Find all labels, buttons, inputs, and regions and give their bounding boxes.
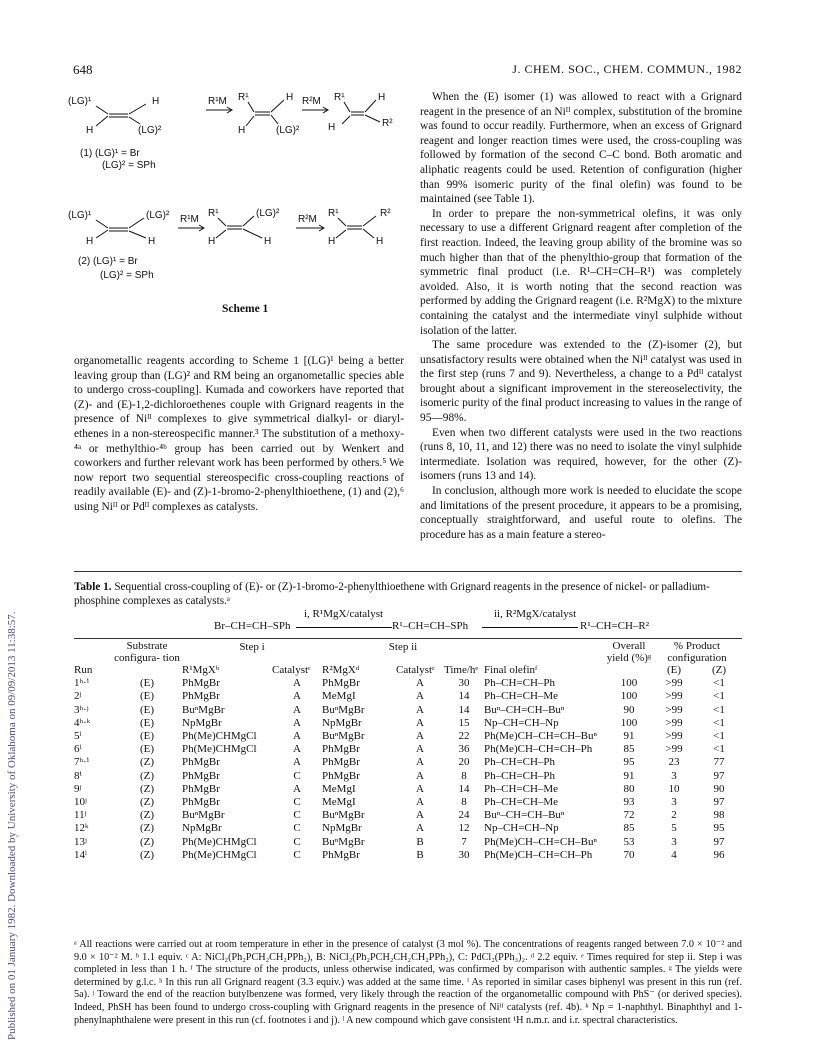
table-body (74, 677, 742, 862)
cell-catalyst2: A (416, 782, 424, 795)
cell-time: 22 (458, 730, 470, 743)
cell-yield: 100 (620, 677, 638, 690)
cell-yield: 93 (623, 796, 635, 809)
table-row (74, 704, 742, 717)
paragraph: Even when two different catalysts were used in the two reactions (runs 8, 10, 11, and 12) there was no need to isolate the vinyl sulphide intermediate. Isolation was required, however, for the other (Z)-isomers (runs 13 and 14). (420, 426, 742, 483)
scheme-r1-start-bl: H (86, 125, 94, 136)
col-catalyst1: Catalystᶜ (272, 664, 311, 676)
cell-catalyst2: A (416, 677, 424, 690)
cell-catalyst1: A (293, 782, 301, 795)
cell-r2mgx: BuⁿMgBr (322, 809, 365, 822)
cell-yield: 95 (623, 756, 635, 769)
table-scheme-mid: R¹–CH=CH–SPh (392, 620, 469, 632)
cell-substrate: (Z) (139, 809, 155, 822)
cell-time: 14 (458, 782, 470, 795)
scheme-compound-1: (1) (LG)¹ = Br (80, 148, 140, 159)
col-catalyst2: Catalystᶜ (396, 664, 435, 676)
cell-final-olefin: Ph–CH=CH–Ph (484, 677, 556, 690)
cell-catalyst1: C (293, 822, 301, 835)
cell-run: 1ʰ·ⁱ (74, 677, 89, 690)
cell-run: 9ʲ (74, 782, 82, 795)
cell-yield: 70 (623, 848, 635, 861)
cell-r2mgx: PhMgBr (322, 756, 360, 769)
cell-yield: 80 (623, 782, 635, 795)
scheme-r2-mid-bl: H (208, 236, 216, 247)
cell-z: <1 (713, 743, 725, 756)
scheme-r2-mid-br: H (264, 236, 272, 247)
cell-r2mgx: PhMgBr (322, 848, 360, 861)
cell-r2mgx: BuⁿMgBr (322, 730, 365, 743)
table-reaction-scheme (74, 608, 742, 634)
col-config: % Product configuration (667, 640, 727, 664)
table-header-rule (74, 638, 742, 639)
cell-yield: 91 (623, 769, 635, 782)
scheme-r2-reagent2: R²M (298, 214, 317, 225)
group-step-ii: Step ii (388, 641, 418, 653)
cell-catalyst2: B (416, 835, 424, 848)
cell-catalyst1: C (293, 848, 301, 861)
cell-catalyst2: A (416, 716, 424, 729)
cell-run: 12ᵏ (74, 822, 89, 835)
cell-catalyst2: A (416, 769, 424, 782)
cell-z: 97 (713, 796, 725, 809)
paragraph: In order to prepare the non-symmetrical olefins, it was only necessary to use a different Grignard reagent after completion of the first reaction. Indeed, the leaving group ability of the bromine was so much higher than that of the phenylthio-group that formation of the symmetric final product (i.e. R¹–CH=CH–R¹) was completely avoided. Also, it is worth noting that the second reaction was performed by adding the Grignard reagent (i.e. R²MgX) to the mixture containing the catalyst and the intermediate vinyl sulphide without isolation of the latter. (420, 207, 742, 337)
cell-e: >99 (665, 677, 683, 690)
scheme-r1-mid-bl: H (238, 125, 246, 136)
col-e: (E) (666, 664, 682, 676)
table-row (74, 783, 742, 796)
cell-r1mgx: Ph(Me)CHMgCl (182, 730, 257, 743)
table-row (74, 836, 742, 849)
col-z: (Z) (711, 664, 727, 676)
cell-substrate: (E) (139, 743, 155, 756)
cell-catalyst1: C (293, 769, 301, 782)
cell-r2mgx: MeMgI (322, 796, 356, 809)
scheme-r1-end-br: R² (382, 118, 393, 129)
cell-z: 97 (713, 769, 725, 782)
cell-r2mgx: PhMgBr (322, 743, 360, 756)
cell-final-olefin: Ph–CH=CH–Ph (484, 756, 556, 769)
cell-catalyst1: C (293, 809, 301, 822)
cell-run: 10ʲ (74, 796, 87, 809)
cell-catalyst1: A (293, 677, 301, 690)
cell-time: 30 (458, 848, 470, 861)
cell-e: 3 (671, 769, 677, 782)
cell-catalyst2: A (416, 756, 424, 769)
cell-substrate: (Z) (139, 835, 155, 848)
table-scheme-step1: i, R¹MgX/catalyst (304, 608, 384, 620)
cell-catalyst1: A (293, 730, 301, 743)
table-row (74, 743, 742, 756)
col-r1mgx: R¹MgXᵇ (182, 664, 220, 676)
scheme-r2-end-tr: R² (380, 208, 391, 219)
scheme-r1-start-br: (LG)² (138, 125, 162, 136)
paragraph: In conclusion, although more work is needed to elucidate the scope and limitations of the present procedure, it appears to be a promising, conceptually straightforward, and useful route to olefins. The procedure has as a main feature a stereo- (420, 485, 742, 541)
table-1 (74, 608, 742, 862)
cell-z: <1 (713, 690, 725, 703)
cell-catalyst2: A (416, 690, 424, 703)
cell-z: 97 (713, 835, 725, 848)
cell-r1mgx: BuⁿMgBr (182, 809, 225, 822)
cell-substrate: (E) (139, 716, 155, 729)
cell-substrate: (Z) (139, 796, 155, 809)
cell-yield: 100 (620, 716, 638, 729)
cell-substrate: (Z) (139, 822, 155, 835)
col-final: Final olefinᶠ (484, 664, 538, 676)
cell-z: 95 (713, 822, 725, 835)
cell-time: 8 (461, 769, 467, 782)
cell-r2mgx: NpMgBr (322, 822, 362, 835)
cell-yield: 90 (623, 703, 635, 716)
cell-final-olefin: Np–CH=CH–Np (484, 716, 559, 729)
cell-e: 23 (668, 756, 680, 769)
cell-run: 14ˡ (74, 848, 87, 861)
cell-catalyst1: C (293, 835, 301, 848)
cell-r1mgx: Ph(Me)CHMgCl (182, 743, 257, 756)
cell-final-olefin: Ph(Me)CH–CH=CH–Ph (484, 743, 593, 756)
cell-run: 13ʲ (74, 835, 87, 848)
cell-z: 90 (713, 782, 725, 795)
cell-r2mgx: BuⁿMgBr (322, 703, 365, 716)
cell-catalyst2: A (416, 743, 424, 756)
table-row (74, 849, 742, 862)
cell-yield: 85 (623, 743, 635, 756)
cell-final-olefin: Ph–CH=CH–Me (484, 782, 559, 795)
cell-run: 2ʲ (74, 690, 82, 703)
scheme-r2-start-tr: (LG)² (146, 210, 170, 221)
cell-time: 12 (458, 822, 470, 835)
cell-r1mgx: PhMgBr (182, 796, 220, 809)
table-top-rule (74, 571, 742, 572)
cell-z: <1 (713, 703, 725, 716)
cell-r1mgx: PhMgBr (182, 756, 220, 769)
cell-r1mgx: Ph(Me)CHMgCl (182, 848, 257, 861)
results-table (74, 641, 742, 862)
cell-catalyst2: A (416, 822, 424, 835)
cell-final-olefin: Ph(Me)CH–CH=CH–Buⁿ (484, 835, 597, 848)
cell-z: <1 (713, 730, 725, 743)
cell-e: >99 (665, 690, 683, 703)
table-scheme-step2: ii, R²MgX/catalyst (494, 608, 577, 620)
cell-run: 11ʲ (74, 809, 87, 822)
cell-r1mgx: BuⁿMgBr (182, 703, 225, 716)
cell-catalyst1: A (293, 703, 301, 716)
cell-final-olefin: Buⁿ–CH=CH–Buⁿ (484, 809, 565, 822)
scheme-r1-reagent2: R²M (302, 96, 321, 107)
cell-r2mgx: NpMgBr (322, 716, 362, 729)
left-column-text (74, 354, 404, 515)
page-number: 648 (73, 62, 93, 77)
table-caption (74, 580, 742, 608)
cell-catalyst1: C (293, 796, 301, 809)
cell-r1mgx: PhMgBr (182, 677, 220, 690)
scheme-compound-2-lg2: (LG)² = SPh (100, 270, 154, 281)
group-step-i: Step i (239, 641, 265, 653)
cell-e: 3 (671, 835, 677, 848)
table-row (74, 809, 742, 822)
right-column-text (420, 90, 742, 542)
cell-run: 4ʰ·ᵏ (74, 716, 91, 729)
cell-e: 3 (671, 796, 677, 809)
cell-yield: 53 (623, 835, 635, 848)
cell-z: 96 (713, 848, 725, 861)
scheme-r1-end-tl: R¹ (334, 92, 345, 103)
cell-z: <1 (713, 716, 725, 729)
scheme-r2-reagent1: R¹M (180, 214, 199, 225)
cell-e: >99 (665, 716, 683, 729)
col-run: Run (74, 664, 93, 676)
table-row (74, 677, 742, 690)
cell-catalyst1: A (293, 756, 301, 769)
cell-z: 77 (713, 756, 725, 769)
cell-substrate: (E) (139, 690, 155, 703)
scheme-r1-reagent1: R¹M (208, 96, 227, 107)
cell-z: 98 (713, 809, 725, 822)
cell-e: 5 (671, 822, 677, 835)
cell-final-olefin: Ph–CH=CH–Me (484, 796, 559, 809)
cell-final-olefin: Np–CH=CH–Np (484, 822, 559, 835)
cell-time: 30 (458, 677, 470, 690)
scheme-r1-end-bl: H (328, 122, 336, 133)
table-row (74, 822, 742, 835)
col-time: Time/hᵉ (444, 664, 479, 676)
cell-run: 7ʰ·ⁱ (74, 756, 89, 769)
cell-e: 2 (671, 809, 677, 822)
cell-time: 15 (458, 716, 470, 729)
cell-time: 7 (461, 835, 467, 848)
cell-catalyst2: B (416, 848, 424, 861)
paragraph: The same procedure was extended to the (Z)-isomer (2), but unsatisfactory results were obtained when the Niᴵᴵ catalyst was used in the first step (runs 7 and 9). Nevertheless, a change to a Pdᴵᴵ catalyst brought about a significant improvement in the stereoselectivity, the isomeric purity of the final product increasing to values in the range of 95—98%. (420, 339, 743, 425)
cell-e: 4 (671, 848, 677, 861)
col-yield: Overall yield (%)ᵍ (606, 640, 652, 664)
cell-run: 6ˡ (74, 743, 82, 756)
cell-final-olefin: Ph–CH=CH–Ph (484, 769, 556, 782)
table-group-header (74, 641, 742, 664)
cell-r1mgx: PhMgBr (182, 690, 220, 703)
journal-header: J. CHEM. SOC., CHEM. COMMUN., 1982 (512, 62, 742, 76)
download-watermark: Published on 01 January 1982. Downloaded by University of Oklahoma on 09/09/2013 11:38:57. (6, 611, 18, 1040)
cell-substrate: (E) (139, 677, 155, 690)
scheme-r2-start-bl: H (86, 236, 94, 247)
table-scheme-arrow1 (296, 627, 392, 628)
cell-substrate: (Z) (139, 756, 155, 769)
cell-r1mgx: PhMgBr (182, 769, 220, 782)
cell-r2mgx: BuⁿMgBr (322, 835, 365, 848)
cell-yield: 100 (620, 690, 638, 703)
scheme-compound-2: (2) (LG)¹ = Br (78, 256, 138, 267)
cell-run: 5ˡ (74, 730, 82, 743)
cell-r2mgx: MeMgI (322, 782, 356, 795)
table-scheme-end: R¹–CH=CH–R² (580, 620, 650, 632)
scheme-r1-end-tr: H (378, 92, 386, 103)
cell-substrate: (Z) (139, 782, 155, 795)
cell-z: <1 (713, 677, 725, 690)
scheme-compound-1-lg2: (LG)² = SPh (102, 160, 156, 171)
cell-catalyst1: A (293, 716, 301, 729)
cell-final-olefin: Ph(Me)CH–CH=CH–Buⁿ (484, 730, 597, 743)
cell-substrate: (E) (139, 730, 155, 743)
cell-r2mgx: MeMgI (322, 690, 356, 703)
cell-r2mgx: PhMgBr (322, 769, 360, 782)
scheme-r2-mid-tr: (LG)² (256, 208, 280, 219)
scheme-r2-end-br: H (376, 236, 384, 247)
cell-substrate: (E) (139, 703, 155, 716)
cell-substrate: (Z) (139, 848, 155, 861)
cell-r1mgx: NpMgBr (182, 822, 222, 835)
table-row (74, 770, 742, 783)
cell-r1mgx: PhMgBr (182, 782, 220, 795)
table-caption-text: Sequential cross-coupling of (E)- or (Z)-1-bromo-2-phenylthioethene with Grignard reagents in the presence of nickel- or palladium-phosphine complexes as catalysts.ᵃ (74, 581, 710, 607)
cell-catalyst2: A (416, 809, 424, 822)
cell-run: 3ʰ·ʲ (74, 703, 89, 716)
table-scheme-arrow2 (482, 627, 578, 628)
cell-yield: 91 (623, 730, 635, 743)
cell-catalyst1: A (293, 690, 301, 703)
cell-final-olefin: Ph–CH=CH–Me (484, 690, 559, 703)
paragraph: When the (E) isomer (1) was allowed to react with a Grignard reagent in the presence of an Niᴵᴵ complex, substitution of the bromine was found to occur readily. Furthermore, when an excess of Grignard reagent and longer reaction times were used, the cross-coupling was followed by formation of the second C–C bond. Both aromatic and aliphatic reagents could be used. Retention of configuration (higher than 99% isomeric purity of the final olefin) was found to be maintained (see Table 1). (420, 91, 742, 206)
cell-e: >99 (665, 730, 683, 743)
table-label: Table 1. (74, 581, 112, 593)
scheme-1-diagram (66, 86, 406, 306)
table-footnotes: ᵃ All reactions were carried out at room temperature in ether in the presence of catalyst (3 mol %). The concentrations of reagents ranged between 7.0 × 10⁻² and 9.0 × 10⁻² M. ᵇ 1.1 equiv. ᶜ A: NiCl₂(Ph₂PCH₂CH₂PPh₂), B: NiCl₂(Ph₂PCH₂CH₂CH₂PPh₂), C: PdCl₂(PPh₃)₂. ᵈ 2.2 equiv. ᵉ Times required for step ii. Step i was completed in less than 1 h. ᶠ The structure of the products, unless otherwise indicated, was confirmed by comparison with authentic samples. ᵍ The yields were determined by g.l.c. ʰ In this run all Grignard reagent (3.3 equiv.) was added at the same time. ⁱ As reported in similar cases biphenyl was present in this run (ref. 5a). ʲ Toward the end of the reaction butylbenzene was formed, very likely through the reaction of the organometallic compound with PhS⁻ (or derived species). Indeed, PhSH has been found to undergo cross-coupling with Grignard reagents in the presence of Niᴵᴵ catalysts (ref. 4b). ᵏ Np = 1-naphthyl. Binaphthyl and 1-phenylnaphthalene were present in this run (cf. footnotes i and j). ˡ A new compound which gave consistent ¹H n.m.r. and i.r. spectral characteristics. (74, 939, 742, 1026)
scheme-r2-end-bl: H (328, 236, 336, 247)
cell-yield: 85 (623, 822, 635, 835)
scheme-r2-start-tl: (LG)¹ (68, 210, 92, 221)
cell-run: 8ⁱ (74, 769, 82, 782)
table-row (74, 717, 742, 730)
cell-catalyst2: A (416, 703, 424, 716)
scheme-r1-mid-br: (LG)² (276, 125, 300, 136)
col-r2mgx: R²MgXᵈ (322, 664, 360, 676)
scheme-r2-mid-tl: R¹ (208, 208, 219, 219)
cell-catalyst1: A (293, 743, 301, 756)
scheme-r1-mid-tr: H (286, 92, 294, 103)
cell-e: >99 (665, 743, 683, 756)
cell-r1mgx: Ph(Me)CHMgCl (182, 835, 257, 848)
table-row (74, 730, 742, 743)
scheme-r1-start-tr: H (152, 96, 160, 107)
cell-substrate: (Z) (139, 769, 155, 782)
cell-time: 14 (458, 703, 470, 716)
cell-time: 14 (458, 690, 470, 703)
table-row (74, 690, 742, 703)
cell-time: 20 (458, 756, 470, 769)
cell-time: 36 (458, 743, 470, 756)
cell-catalyst2: A (416, 730, 424, 743)
scheme-r1-start-tl: (LG)¹ (68, 96, 92, 107)
scheme-r1-mid-tl: R¹ (238, 92, 249, 103)
cell-e: 10 (668, 782, 680, 795)
scheme-r2-start-br: H (148, 236, 156, 247)
paragraph: organometallic reagents according to Scheme 1 [(LG)¹ being a better leaving group than (LG)² and RM being an organometallic species able to undergo cross-coupling]. Kumada and coworkers have reported that (Z)- and (E)-1,2-dichloroethenes couple with Grignard reagents in the presence of Niᴵᴵ complexes to give symmetrical dialkyl- or diaryl-ethenes in a non-stereospecific manner.³ The substitution of a methoxy-⁴ᵃ or methylthio-⁴ᵇ group has been carried out by Wenkert and coworkers and further relevant work has been performed by others.⁵ We now report two sequential stereospecific cross-coupling reactions of readily available (E)- and (Z)-1-bromo-2-phenylthioethene, (1) and (2),⁶ using Niᴵᴵ or Pdᴵᴵ complexes as catalysts. (74, 355, 404, 513)
cell-time: 8 (461, 796, 467, 809)
scheme-title: Scheme 1 (222, 303, 269, 315)
cell-yield: 72 (623, 809, 635, 822)
table-scheme-start: Br–CH=CH–SPh (214, 620, 291, 632)
cell-r2mgx: PhMgBr (322, 677, 360, 690)
table-row (74, 796, 742, 809)
cell-time: 24 (458, 809, 470, 822)
cell-r1mgx: NpMgBr (182, 716, 222, 729)
table-row (74, 756, 742, 769)
cell-catalyst2: A (416, 796, 424, 809)
cell-final-olefin: Buⁿ–CH=CH–Buⁿ (484, 703, 565, 716)
col-substrate: Substrate configura- tion (114, 640, 180, 664)
cell-final-olefin: Ph(Me)CH–CH=CH–Ph (484, 848, 593, 861)
scheme-r2-end-tl: R¹ (328, 208, 339, 219)
cell-e: >99 (665, 703, 683, 716)
